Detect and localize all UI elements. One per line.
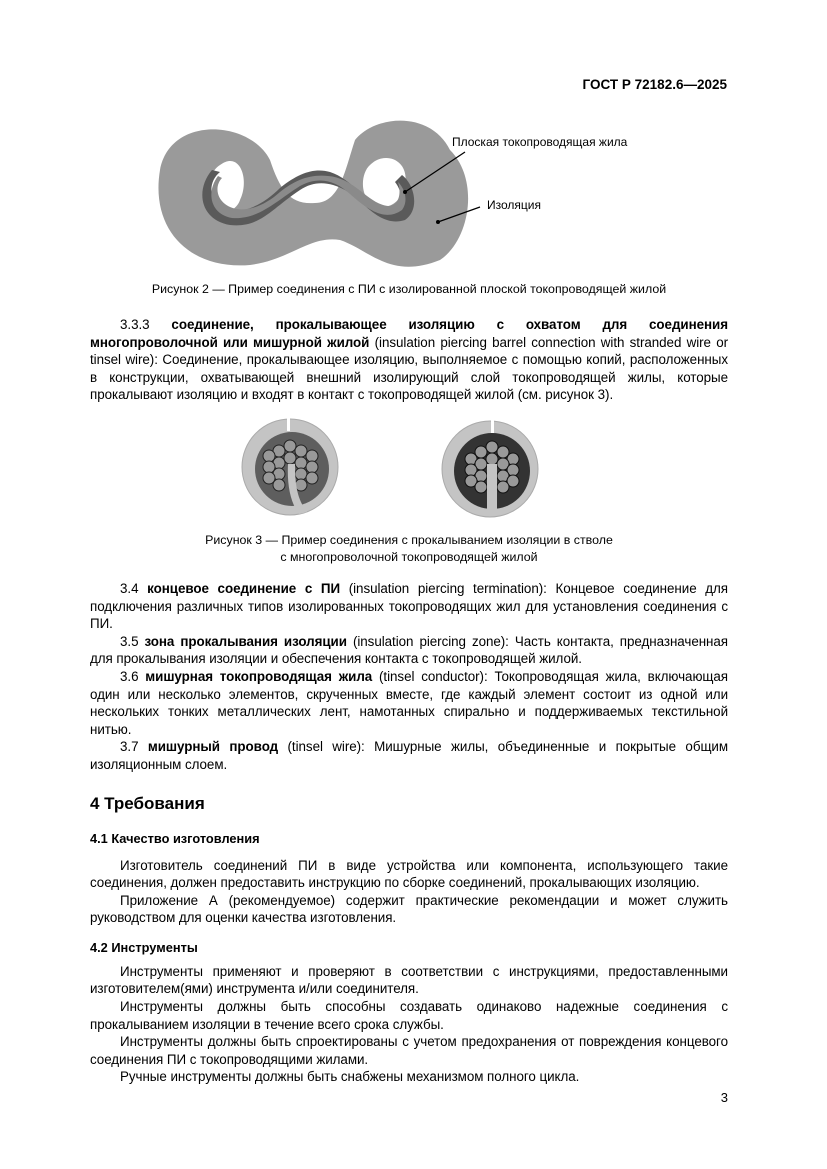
paragraph-3-7: 3.7 мишурный провод (tinsel wire): Мишурные жилы, объединенные и покрытые общим изоляционным слоем.: [90, 739, 728, 772]
paragraph: Изготовитель соединений ПИ в виде устройства или компонента, использующего такие соединения, должен предоставить инструкцию по сборке соединений, прокалывающих изоляцию.: [90, 857, 728, 891]
document-number: ГОСТ Р 72182.6—2025: [582, 77, 727, 92]
paragraph: Инструменты должны быть спроектированы с учетом предохранения от повреждения концевого соединения ПИ с токопроводящими жилами.: [90, 1034, 728, 1067]
paragraph: Инструменты применяют и проверяют в соответствии с инструкциями, предоставленными изготовителем(ями) инструмента и/или соединителя.: [90, 963, 728, 997]
subsection-heading: 4.1 Качество изготовления: [90, 830, 260, 846]
subsection-heading: 4.2 Инструменты: [90, 939, 198, 955]
paragraph-3-5: 3.5 зона прокалывания изоляции (insulation piercing zone): Часть контакта, предназначенная для прокалывания изоляции и обеспечения контакта с токопроводящей жилой.: [90, 633, 728, 667]
paragraph-3-3-3: 3.3.3 соединение, прокалывающее изоляцию с охватом для соединения многопроволочной или мишурной жилой (insulation piercing barrel connection with stranded wire or tinsel wire): Соединение, прокалывающее изоляцию, выполняемое с помощью копий, расположенных в конструкции, охватывающей внешний изолирующий слой токопроводящей жилы, которые прокалывают изоляцию и входят в контакт с токопроводящей жилой (см. рисунок 3).: [90, 317, 728, 403]
paragraph: Инструменты должны быть способны создавать одинаково надежные соединения с прокалыванием изоляции в течение всего срока службы.: [90, 999, 728, 1032]
figure-2-image: [140, 110, 660, 280]
paragraph: Ручные инструменты должны быть снабжены механизмом полного цикла.: [120, 1069, 580, 1085]
figure-3-image: [235, 414, 565, 524]
document-body: [90, 316, 728, 1105]
paragraph-3-4: 3.4 концевое соединение с ПИ (insulation piercing termination): Концевое соединение для подключения различных типов изолированных токопроводящих жил для установления соединения с ПИ.: [90, 580, 728, 632]
figure-2-caption: Рисунок 2 — Пример соединения с ПИ с изолированной плоской токопроводящей жилой: [151, 282, 667, 296]
figure-3-caption: Рисунок 3 — Пример соединения с прокалыванием изоляции в стволе с многопроволочной токопроводящей жилой: [205, 532, 613, 564]
page-number: 3: [720, 1090, 728, 1106]
label-insulation: Изоляция: [487, 198, 541, 212]
term: соединение, прокалывающее изоляцию с охватом для соединения многопроволочной или мишурной жилой: [90, 317, 728, 350]
paragraph: Приложение А (рекомендуемое) содержит практические рекомендации и может служить руководством для оценки качества изготовления.: [90, 892, 728, 926]
paragraph-3-6: 3.6 мишурная токопроводящая жила (tinsel conductor): Токопроводящая жила, включающая один или несколько элементов, скрученных вместе, где каждый элемент состоит из одной или нескольких тонких металлических лент, намотанных спирально и поддерживаемых текстильной нитью.: [90, 668, 728, 737]
section-heading: 4 Требования: [90, 793, 205, 813]
label-flat-conductor: Плоская токопроводящая жила: [452, 135, 628, 149]
